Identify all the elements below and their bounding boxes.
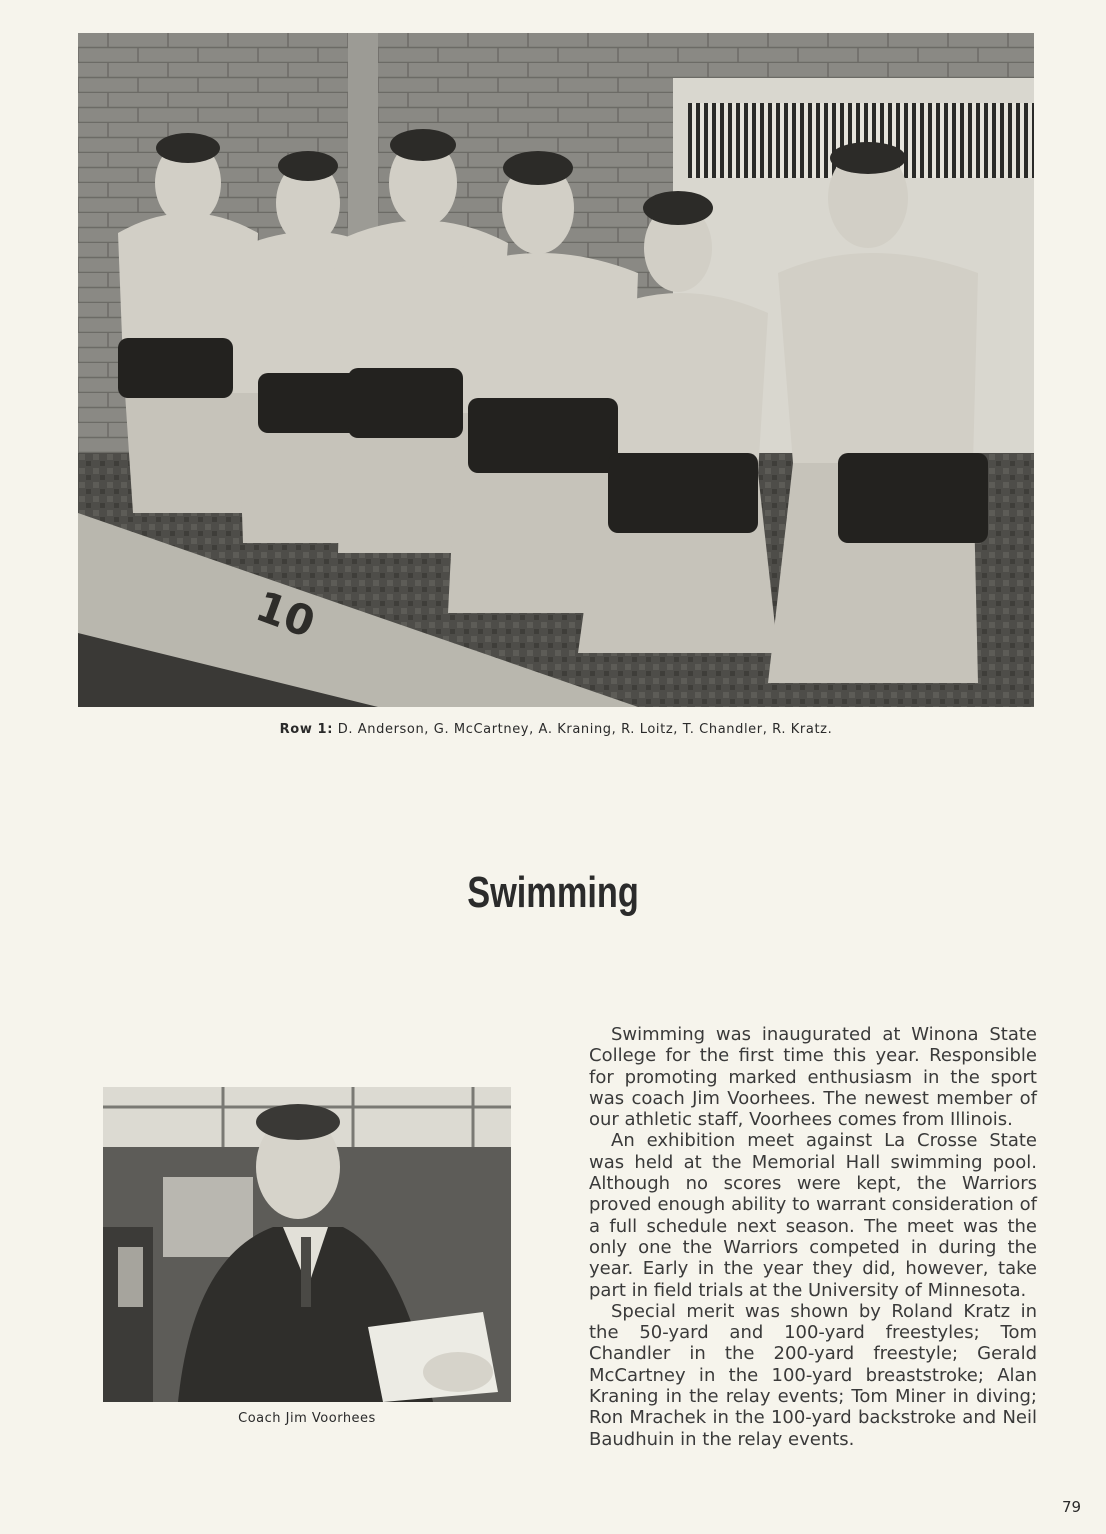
caption-names: D. Anderson, G. McCartney, A. Kraning, R. Loitz, T. Chandler, R. Kratz. <box>337 722 833 737</box>
page-number: 79 <box>1062 1498 1082 1516</box>
coach-photo-caption: Coach Jim Voorhees <box>238 1411 376 1426</box>
article-paragraph: Special merit was shown by Roland Kratz in the 50-yard and 100-yard freestyles; Tom Chandler in the 200-yard freestyle; Gerald McCartney in the 100-yard breaststroke; Alan Kraning in the relay events; Tom Miner in diving; Ron Mrachek in the 100-yard backstroke and Neil Baudhuin in the relay events. <box>589 1300 1037 1450</box>
coach-photo <box>103 1087 511 1402</box>
article-body <box>589 1024 1037 1450</box>
team-photo-image <box>78 33 1034 707</box>
article-paragraph: An exhibition meet against La Crosse State was held at the Memorial Hall swimming pool. Although no scores were kept, the Warriors proved enough ability to warrant consideration of a full schedule next season. The meet was the only one the Warriors competed in during the year. Early in the year they did, however, take part in field trials at the University of Minnesota. <box>589 1130 1037 1301</box>
caption-row-label: Row 1: <box>279 722 333 737</box>
team-photo <box>78 33 1034 707</box>
page-title: Swimming <box>467 868 639 917</box>
team-photo-caption <box>78 722 1034 737</box>
article-paragraph: Swimming was inaugurated at Winona State College for the first time this year. Responsible for promoting marked enthusiasm in the sport was coach Jim Voorhees. The newest member of our athletic staff, Voorhees comes from Illinois. <box>589 1024 1037 1131</box>
coach-photo-image <box>103 1087 511 1402</box>
lane-marker: 10 <box>249 581 322 648</box>
